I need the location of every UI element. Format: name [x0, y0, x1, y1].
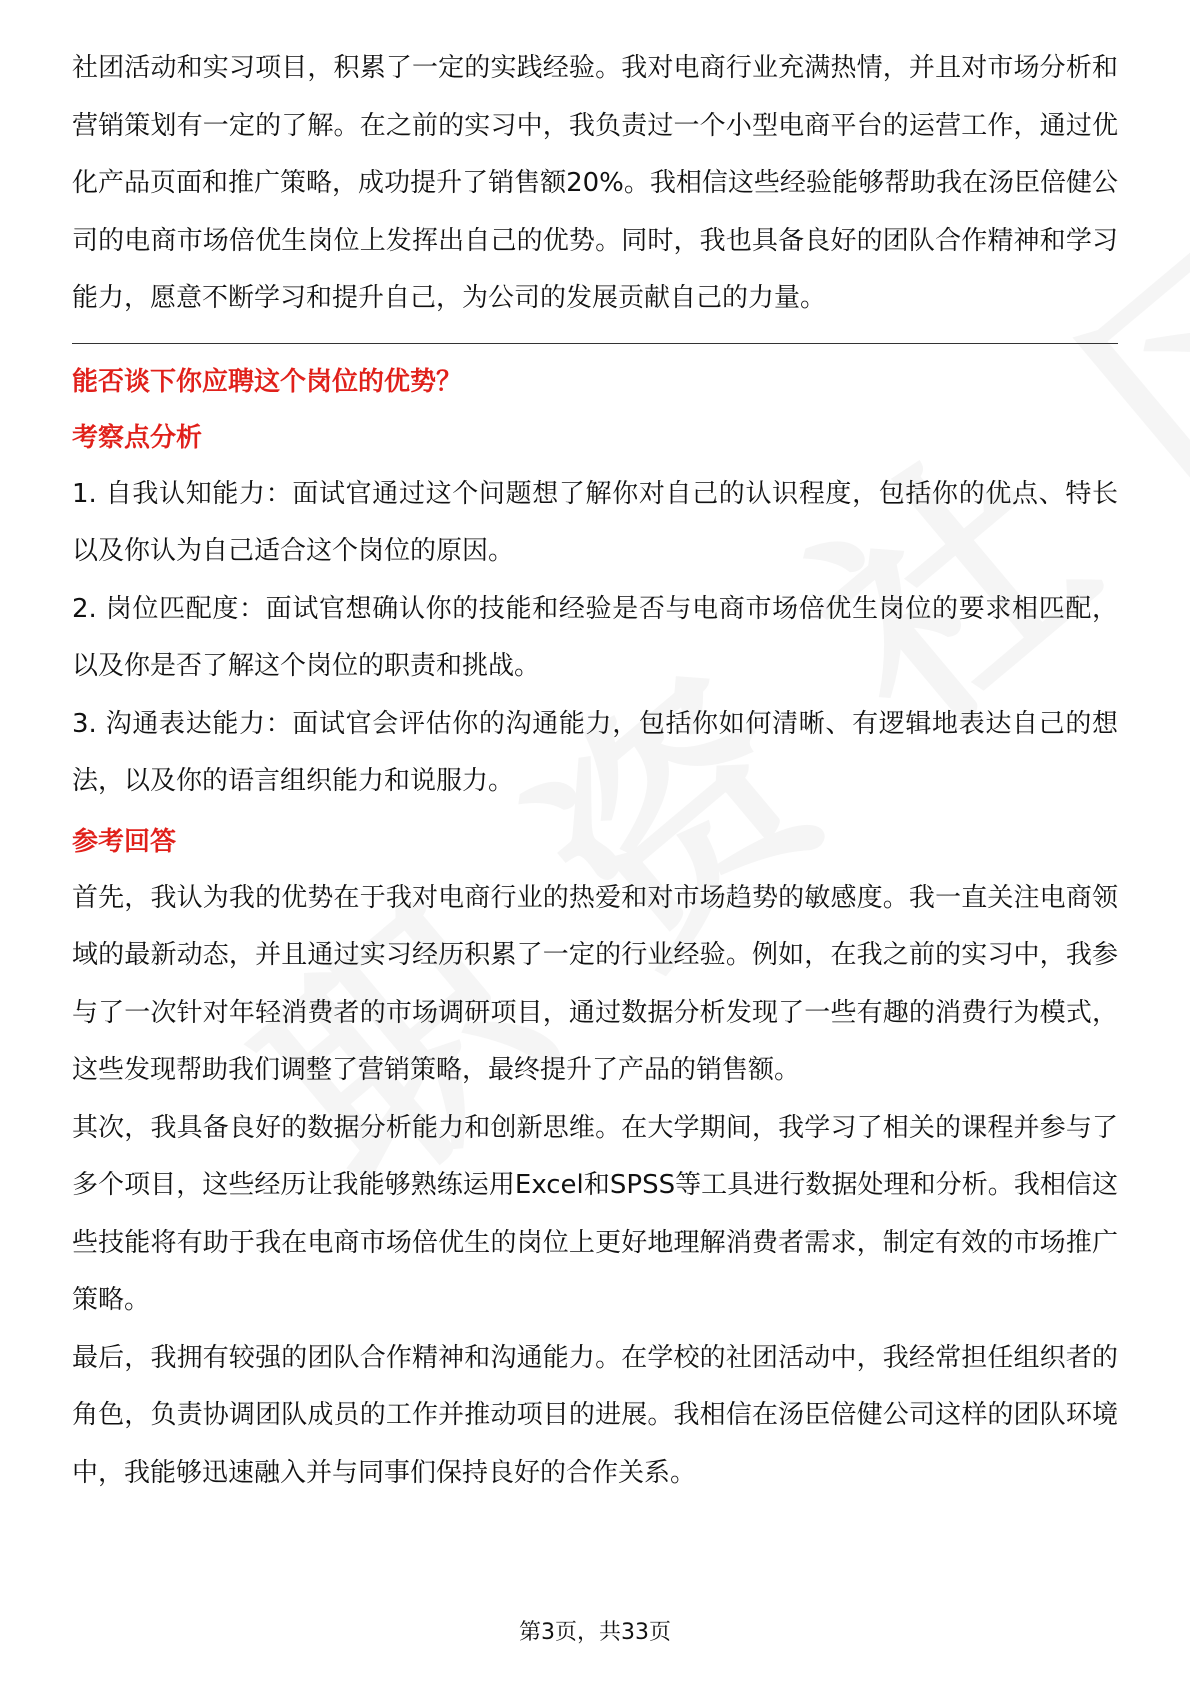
analysis-item: 3. 沟通表达能力：面试官会评估你的沟通能力，包括你如何清晰、有逻辑地表达自己的想法，以及你的语言组织能力和说服力。 [72, 708, 1118, 796]
analysis-heading: 考察点分析 [72, 422, 203, 453]
answer-paragraph: 其次，我具备良好的数据分析能力和创新思维。在大学期间，我学习了相关的课程并参与了多个项目，这些经历让我能够熟练运用Excel和SPSS等工具进行数据处理和分析。我相信这些技能将有助于我在电商市场倍优生的岗位上更好地理解消费者需求，制定有效的市场推广策略。 [72, 1112, 1118, 1315]
page-content [72, 40, 1118, 1502]
page-number: 第3页，共33页 [519, 1620, 671, 1645]
answer-heading: 参考回答 [72, 826, 177, 857]
answer-paragraph: 最后，我拥有较强的团队合作精神和沟通能力。在学校的社团活动中，我经常担任组织者的角色，负责协调团队成员的工作并推动项目的进展。我相信在汤臣倍健公司这样的团队环境中，我能够迅速融入并与同事们保持良好的合作关系。 [72, 1342, 1118, 1488]
analysis-item: 2. 岗位匹配度：面试官想确认你的技能和经验是否与电商市场倍优生岗位的要求相匹配，以及你是否了解这个岗位的职责和挑战。 [72, 593, 1118, 681]
question-title: 能否谈下你应聘这个岗位的优势？ [72, 366, 463, 397]
section-divider [72, 343, 1118, 344]
answer-body [72, 870, 1118, 1503]
answer-paragraph: 首先，我认为我的优势在于我对电商行业的热爱和对市场趋势的敏感度。我一直关注电商领域的最新动态，并且通过实习经历积累了一定的行业经验。例如，在我之前的实习中，我参与了一次针对年轻消费者的市场调研项目，通过数据分析发现了一些有趣的消费行为模式，这些发现帮助我们调整了营销策略，最终提升了产品的销售额。 [72, 882, 1118, 1085]
intro-paragraph: 社团活动和实习项目，积累了一定的实践经验。我对电商行业充满热情，并且对市场分析和营销策划有一定的了解。在之前的实习中，我负责过一个小型电商平台的运营工作，通过优化产品页面和推广策略，成功提升了销售额20%。我相信这些经验能够帮助我在汤臣倍健公司的电商市场倍优生岗位上发挥出自己的优势。同时，我也具备良好的团队合作精神和学习能力，愿意不断学习和提升自己，为公司的发展贡献自己的力量。 [72, 53, 1118, 313]
analysis-item: 1. 自我认知能力：面试官通过这个问题想了解你对自己的认识程度，包括你的优点、特长以及你认为自己适合这个岗位的原因。 [72, 478, 1118, 566]
analysis-list [72, 466, 1118, 811]
